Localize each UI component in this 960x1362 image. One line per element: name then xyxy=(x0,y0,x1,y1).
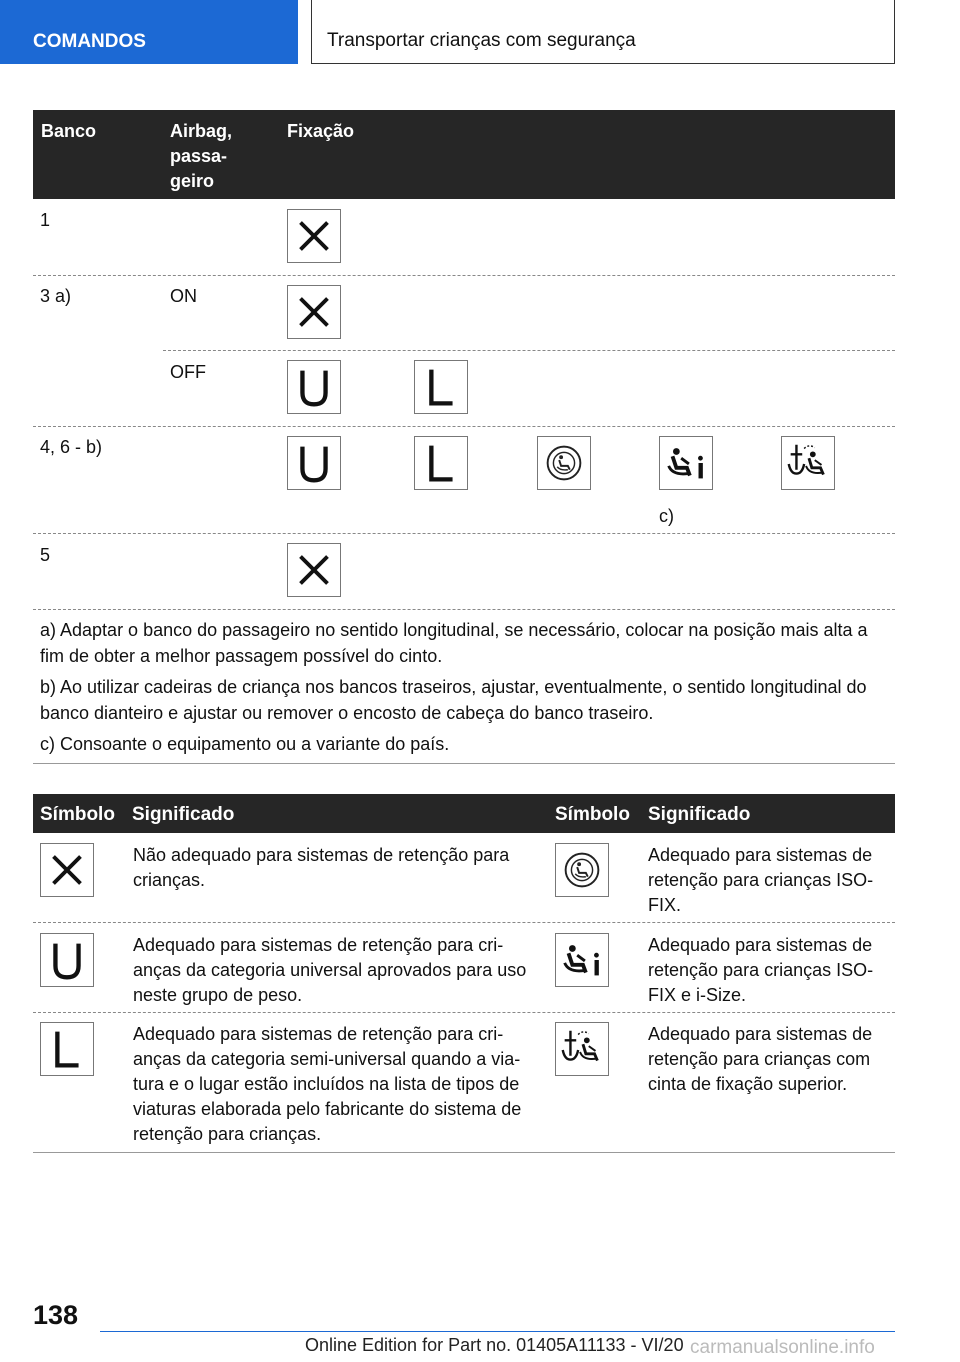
not-suitable-icon xyxy=(40,843,94,897)
semi-universal-icon xyxy=(40,1022,94,1076)
legend-table-header xyxy=(33,794,895,833)
footnote-b: b) Ao utilizar cadeiras de criança nos bancos traseiros, ajustar, eventualmente, o sentido longitudinal do banco dianteiro e ajustar ou remover o encosto de cabeça do banco traseiro. xyxy=(40,677,867,723)
row-1-banco: 1 xyxy=(40,210,51,230)
row-divider xyxy=(33,609,895,610)
footnote-a: a) Adaptar o banco do passageiro no sentido longitudinal, se necessário, colocar na posição mais alta a fim de obter a melhor passagem possível do cinto. xyxy=(40,620,868,666)
row-divider xyxy=(33,533,895,534)
isofix-isize-icon xyxy=(555,933,609,987)
row-divider xyxy=(33,922,895,923)
col-header-airbag: Airbag, passa- geiro xyxy=(170,121,233,191)
row-divider xyxy=(33,275,895,276)
legend-desc-semi-universal: Adequado para sistemas de retenção para cri-anças da categoria semi-universal quando a via-tura e o lugar estão incluídos na lista de tipos de viaturas elaborada pelo fabricante do sistema de retenção para crianças. xyxy=(133,1024,522,1144)
col-header-banco: Banco xyxy=(41,121,97,141)
top-tether-icon xyxy=(781,436,835,490)
row-divider xyxy=(163,350,895,351)
legend-desc-not-suitable: Não adequado para sistemas de retenção para crianças. xyxy=(133,845,510,890)
footnote-c: c) Consoante o equipamento ou a variante do país. xyxy=(40,734,450,754)
page-number: 138 xyxy=(33,1300,79,1330)
isofix-isize-icon xyxy=(659,436,713,490)
col-header-fixacao: Fixação xyxy=(287,121,355,141)
row-divider xyxy=(33,1012,895,1013)
row-4-banco: 4, 6 - b) xyxy=(40,437,103,457)
legend-desc-isofix-isize: Adequado para sistemas de retenção para crianças ISO-FIX e i-Size. xyxy=(648,935,874,1005)
table-bottom-rule xyxy=(33,763,895,764)
row-5-banco: 5 xyxy=(40,545,51,565)
universal-icon xyxy=(287,360,341,414)
col-header-symbol: Símbolo xyxy=(40,804,115,825)
row-2-airbag: ON xyxy=(170,286,197,306)
col-header-meaning-2: Significado xyxy=(648,804,751,825)
semi-universal-icon xyxy=(414,360,468,414)
universal-icon xyxy=(40,933,94,987)
watermark: carmanualsonline.info xyxy=(690,1337,875,1358)
universal-icon xyxy=(287,436,341,490)
not-suitable-icon xyxy=(287,285,341,339)
col-header-symbol-2: Símbolo xyxy=(555,804,630,825)
isofix-icon xyxy=(537,436,591,490)
section-tab[interactable]: COMANDOS xyxy=(0,0,298,64)
row-4-note: c) xyxy=(659,506,674,526)
row-3-airbag: OFF xyxy=(170,362,206,382)
col-header-meaning: Significado xyxy=(132,804,235,825)
not-suitable-icon xyxy=(287,543,341,597)
table-bottom-rule xyxy=(33,1152,895,1153)
page-header-title: Transportar crianças com segurança xyxy=(311,0,895,64)
top-tether-icon xyxy=(555,1022,609,1076)
fixation-table-header xyxy=(33,110,895,199)
footer-rule xyxy=(100,1331,895,1332)
isofix-icon xyxy=(555,843,609,897)
edition-text: Online Edition for Part no. 01405A11133 - VI/20 xyxy=(305,1335,684,1355)
row-2-banco: 3 a) xyxy=(40,286,72,306)
semi-universal-icon xyxy=(414,436,468,490)
legend-desc-isofix: Adequado para sistemas de retenção para crianças ISO-FIX. xyxy=(648,845,874,915)
row-divider xyxy=(33,426,895,427)
legend-desc-universal: Adequado para sistemas de retenção para cri-anças da categoria universal aprovados para uso neste grupo de peso. xyxy=(133,935,527,1005)
legend-desc-top-tether: Adequado para sistemas de retenção para crianças com cinta de fixação superior. xyxy=(648,1024,873,1094)
not-suitable-icon xyxy=(287,209,341,263)
